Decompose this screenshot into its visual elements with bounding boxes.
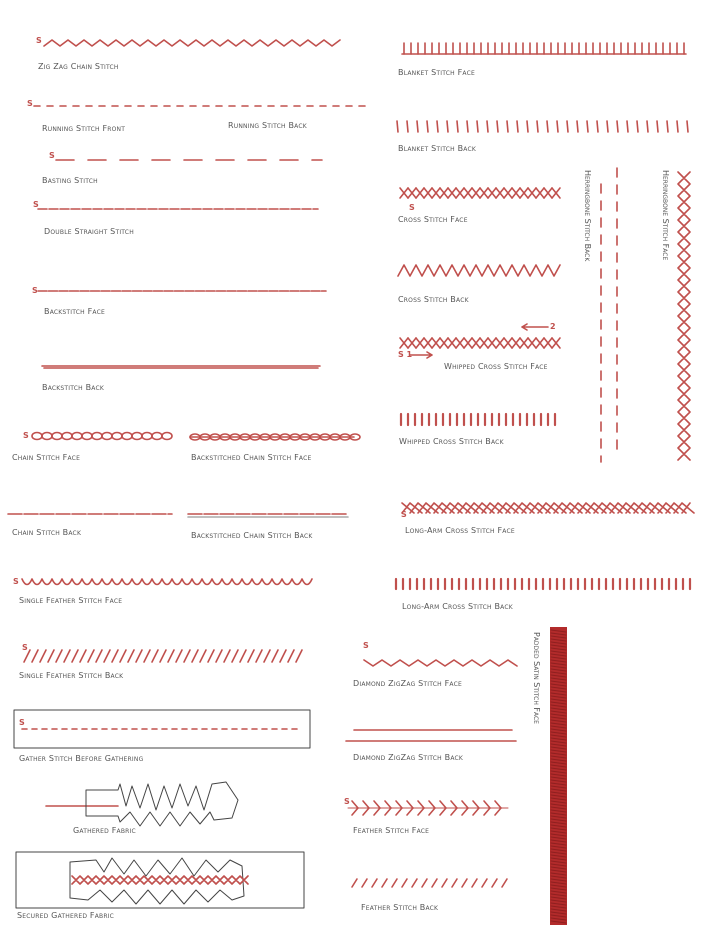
- blanket-back-tick: [567, 121, 568, 132]
- start-mark: S: [33, 200, 39, 209]
- start-mark: S: [23, 431, 29, 440]
- feather-barb: [374, 808, 380, 815]
- feather-slash: [192, 650, 198, 662]
- label-feather-face: Feather Stitch Face: [353, 826, 430, 835]
- feather-slash: [72, 650, 78, 662]
- cross-stitch-face: [400, 188, 560, 198]
- feather-barb: [385, 801, 391, 808]
- feather-barb: [429, 808, 435, 815]
- label-feather-back: Feather Stitch Back: [361, 903, 439, 912]
- feather-barb: [429, 801, 435, 808]
- chain-loop: [32, 433, 42, 440]
- feather-slash: [120, 650, 126, 662]
- feather-stitch-face: [348, 801, 508, 815]
- feather-slash: [96, 650, 102, 662]
- feather-barb: [462, 808, 468, 815]
- blanket-stitch-back: [397, 121, 688, 132]
- label-gathered-fabric: Gathered Fabric: [73, 826, 136, 835]
- blanket-back-tick: [657, 121, 658, 132]
- feather-barb: [407, 808, 413, 815]
- chain-loop: [62, 433, 72, 440]
- feather-slash: [176, 650, 182, 662]
- blanket-back-tick: [637, 121, 638, 132]
- feather-slash: [80, 650, 86, 662]
- feather-back-slash: [482, 879, 487, 887]
- blanket-back-tick: [527, 121, 528, 132]
- feather-barb: [407, 801, 413, 808]
- single-feather-face: [22, 579, 312, 585]
- label-double-straight: Double Straight Stitch: [44, 227, 134, 236]
- blanket-back-tick: [457, 121, 458, 132]
- feather-back-slash: [452, 879, 457, 887]
- feather-slash: [144, 650, 150, 662]
- feather-barb: [495, 808, 501, 815]
- blanket-stitch-face: [402, 43, 686, 54]
- chain-loop: [112, 433, 122, 440]
- label-blanket-back: Blanket Stitch Back: [398, 144, 476, 153]
- chain-loop: [102, 433, 112, 440]
- blanket-back-tick: [617, 121, 618, 132]
- start-mark: S: [363, 641, 369, 650]
- feather-back-slash: [402, 879, 407, 887]
- feather-slash: [136, 650, 142, 662]
- label-gather-before: Gather Stitch Before Gathering: [19, 754, 144, 763]
- label-basting: Basting Stitch: [42, 176, 98, 185]
- feather-slash: [56, 650, 62, 662]
- chain-loop: [122, 433, 132, 440]
- label-diamond-zigzag-back: Diamond ZigZag Stitch Back: [353, 753, 464, 762]
- feather-slash: [256, 650, 262, 662]
- whipped-cross-face: [400, 338, 560, 348]
- feather-slash: [240, 650, 246, 662]
- blanket-back-tick: [647, 121, 648, 132]
- chain-loop: [152, 433, 162, 440]
- blanket-back-tick: [437, 121, 438, 132]
- label-backstitched-chain-back: Backstitched Chain Stitch Back: [191, 531, 313, 540]
- feather-slash: [224, 650, 230, 662]
- cross-stitch-back: [398, 265, 560, 276]
- single-feather-back: [24, 650, 302, 662]
- label-single-feather-face: Single Feather Stitch Face: [19, 596, 123, 605]
- feather-slash: [288, 650, 294, 662]
- feather-back-slash: [492, 879, 497, 887]
- label-herringbone-face: Herringbone Stitch Face: [661, 170, 670, 261]
- feather-slash: [128, 650, 134, 662]
- feather-slash: [48, 650, 54, 662]
- label-long-arm-cross-back: Long-Arm Cross Stitch Back: [402, 602, 513, 611]
- feather-back-slash: [352, 879, 357, 887]
- feather-barb: [473, 801, 479, 808]
- start-mark: S: [32, 286, 38, 295]
- feather-slash: [208, 650, 214, 662]
- feather-barb: [385, 808, 391, 815]
- diamond-zigzag-face: [364, 660, 517, 666]
- blanket-back-tick: [447, 121, 448, 132]
- blanket-back-tick: [597, 121, 598, 132]
- chain-loop: [92, 433, 102, 440]
- feather-barb: [396, 808, 402, 815]
- chain-loop: [162, 433, 172, 440]
- blanket-back-tick: [477, 121, 478, 132]
- feather-back-slash: [442, 879, 447, 887]
- blanket-back-tick: [467, 121, 468, 132]
- blanket-back-tick: [677, 121, 678, 132]
- feather-back-slash: [422, 879, 427, 887]
- blanket-back-tick: [577, 121, 578, 132]
- label-cross-back: Cross Stitch Back: [398, 295, 469, 304]
- feather-back-slash: [432, 879, 437, 887]
- zigzag-chain-stitch: [44, 40, 340, 46]
- label-backstitch-back: Backstitch Back: [42, 383, 105, 392]
- blanket-back-tick: [687, 121, 688, 132]
- feather-slash: [216, 650, 222, 662]
- feather-barb: [473, 808, 479, 815]
- feather-slash: [200, 650, 206, 662]
- feather-slash: [64, 650, 70, 662]
- feather-barb: [418, 801, 424, 808]
- feather-slash: [112, 650, 118, 662]
- feather-stitch-back: [352, 879, 507, 887]
- label-whipped-cross-back: Whipped Cross Stitch Back: [399, 437, 504, 446]
- label-chain-back: Chain Stitch Back: [12, 528, 82, 537]
- chain-loop: [72, 433, 82, 440]
- feather-back-slash: [502, 879, 507, 887]
- blanket-back-tick: [587, 121, 588, 132]
- start-mark: S: [49, 151, 55, 160]
- feather-barb: [352, 801, 358, 808]
- feather-slash: [152, 650, 158, 662]
- feather-barb: [440, 801, 446, 808]
- start-mark: S: [22, 643, 28, 652]
- start-mark: S 1: [398, 350, 413, 359]
- label-running-back: Running Stitch Back: [228, 121, 307, 130]
- feather-slash: [160, 650, 166, 662]
- feather-back-slash: [372, 879, 377, 887]
- gathered-fabric: [86, 782, 238, 826]
- start-mark: S: [344, 797, 350, 806]
- feather-back-slash: [462, 879, 467, 887]
- blanket-back-tick: [547, 121, 548, 132]
- feather-barb: [495, 801, 501, 808]
- blanket-back-tick: [627, 121, 628, 132]
- chain-loop: [142, 433, 152, 440]
- label-herringbone-back: Herringbone Stitch Back: [583, 170, 592, 262]
- chain-loop: [132, 433, 142, 440]
- long-arm-cross-back: [396, 579, 690, 589]
- label-running-front: Running Stitch Front: [42, 124, 126, 133]
- chain-loop: [52, 433, 62, 440]
- long-arm-cross-face: [402, 503, 694, 513]
- label-whipped-cross-face: Whipped Cross Stitch Face: [444, 362, 548, 371]
- label-zigzag-chain: Zig Zag Chain Stitch: [38, 62, 119, 71]
- blanket-back-tick: [557, 121, 558, 132]
- feather-slash: [296, 650, 302, 662]
- whip-arrow-top: [522, 324, 548, 330]
- label-chain-face: Chain Stitch Face: [12, 453, 81, 462]
- feather-barb: [462, 801, 468, 808]
- blanket-back-tick: [537, 121, 538, 132]
- chain-stitch-face: [32, 433, 172, 440]
- feather-slash: [272, 650, 278, 662]
- feather-back-slash: [362, 879, 367, 887]
- feather-barb: [363, 801, 369, 808]
- feather-barb: [484, 808, 490, 815]
- secured-fabric-outer: [16, 852, 304, 908]
- blanket-back-tick: [407, 121, 408, 132]
- feather-barb: [352, 808, 358, 815]
- blanket-back-tick: [517, 121, 518, 132]
- label-cross-face: Cross Stitch Face: [398, 215, 468, 224]
- start-mark: S: [27, 99, 33, 108]
- feather-back-slash: [382, 879, 387, 887]
- start-mark: S: [409, 203, 415, 212]
- secured-cross-stitches: [72, 876, 248, 884]
- feather-barb: [363, 808, 369, 815]
- whipped-cross-back: [401, 414, 555, 425]
- feather-slash: [280, 650, 286, 662]
- feather-slash: [88, 650, 94, 662]
- feather-barb: [418, 808, 424, 815]
- blanket-back-tick: [487, 121, 488, 132]
- feather-barb: [451, 801, 457, 808]
- label-secured-gathered: Secured Gathered Fabric: [17, 911, 115, 920]
- label-padded-satin-face: Padded Satin Stitch Face: [532, 632, 541, 724]
- label-backstitched-chain-face: Backstitched Chain Stitch Face: [191, 453, 312, 462]
- blanket-back-tick: [497, 121, 498, 132]
- start-mark: S: [13, 577, 19, 586]
- chain-loop: [42, 433, 52, 440]
- feather-slash: [104, 650, 110, 662]
- feather-barb: [396, 801, 402, 808]
- feather-slash: [40, 650, 46, 662]
- step-mark: 2: [550, 322, 556, 331]
- feather-back-slash: [392, 879, 397, 887]
- feather-barb: [484, 801, 490, 808]
- label-single-feather-back: Single Feather Stitch Back: [19, 671, 124, 680]
- feather-barb: [440, 808, 446, 815]
- label-backstitch-face: Backstitch Face: [44, 307, 105, 316]
- label-diamond-zigzag-face: Diamond ZigZag Stitch Face: [353, 679, 463, 688]
- feather-slash: [168, 650, 174, 662]
- blanket-back-tick: [667, 121, 668, 132]
- chain-loop: [82, 433, 92, 440]
- blanket-back-tick: [427, 121, 428, 132]
- feather-slash: [232, 650, 238, 662]
- start-mark: S: [36, 36, 42, 45]
- whip-arrow-bottom: [410, 352, 432, 358]
- feather-slash: [184, 650, 190, 662]
- feather-slash: [32, 650, 38, 662]
- herringbone-face: [678, 172, 690, 460]
- start-mark: S: [401, 510, 407, 519]
- blanket-back-tick: [397, 121, 398, 132]
- feather-slash: [248, 650, 254, 662]
- blanket-back-tick: [607, 121, 608, 132]
- blanket-back-tick: [507, 121, 508, 132]
- feather-slash: [264, 650, 270, 662]
- blanket-back-tick: [417, 121, 418, 132]
- start-mark: S: [19, 718, 25, 727]
- feather-barb: [451, 808, 457, 815]
- feather-back-slash: [472, 879, 477, 887]
- label-long-arm-cross-face: Long-Arm Cross Stitch Face: [405, 526, 515, 535]
- label-blanket-face: Blanket Stitch Face: [398, 68, 475, 77]
- feather-barb: [374, 801, 380, 808]
- feather-back-slash: [412, 879, 417, 887]
